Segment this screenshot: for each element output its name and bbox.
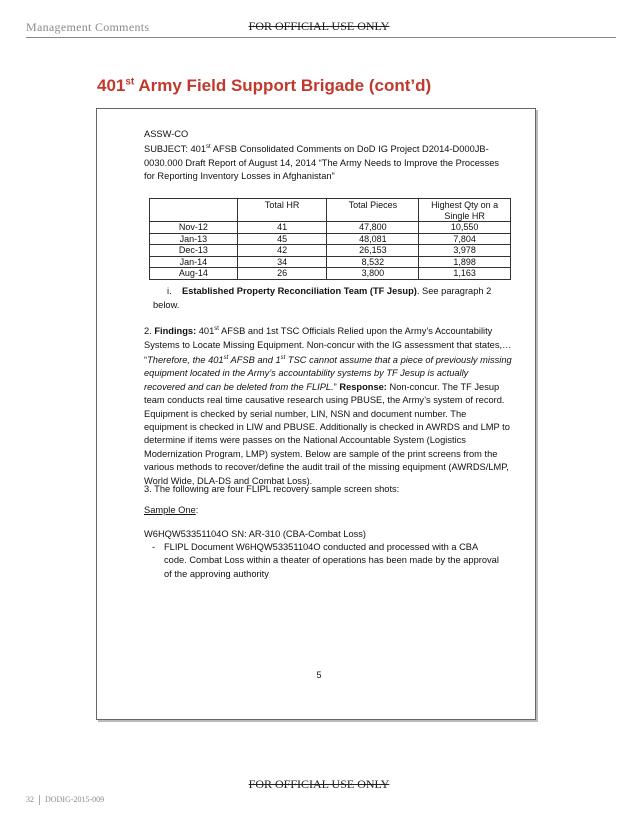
table-cell: Jan-13 (150, 233, 238, 245)
title-rest: Army Field Support Brigade (cont’d) (134, 76, 432, 95)
table-cell: 10,550 (419, 222, 511, 234)
table-row (150, 268, 511, 280)
item-i-tail: . See paragraph 2 below. (153, 286, 492, 310)
para2-text-1: 401 (196, 326, 215, 337)
table-header-cell: Highest Qty on a Single HR (419, 199, 511, 222)
inventory-table (149, 198, 511, 280)
bullet-dash: - (152, 542, 156, 552)
table-cell: 41 (237, 222, 327, 234)
section-label: Management Comments (26, 20, 150, 34)
footer-report-id: DODIG-2015-009 (45, 795, 105, 804)
table-cell: 26 (237, 268, 327, 280)
para2-quote-sup-2: st (280, 354, 286, 361)
findings-paragraph (144, 323, 512, 488)
memo-office: ASSW-CO (144, 129, 189, 139)
memo-subject-sup: st (206, 144, 211, 151)
table-cell: 8,532 (327, 256, 419, 268)
table-cell: 26,153 (327, 245, 419, 257)
memo-subject-a: SUBJECT: 401 (144, 144, 207, 155)
memo-subject (144, 141, 512, 183)
sample-one-colon: : (195, 505, 199, 515)
table-cell: 45 (237, 233, 327, 245)
table-cell: Nov-12 (150, 222, 238, 234)
footer-separator (39, 795, 40, 805)
table-row (150, 256, 511, 268)
table-cell: 1,163 (419, 268, 511, 280)
memo-subject-b: AFSB Consolidated Comments on DoD IG Project D2014-D000JB-0030.000 Draft Report of August 14, 2014 “The Army Needs to Improve the Processes for Reporting Inventory Losses in Afghanistan” (144, 144, 500, 182)
title-sup: st (125, 76, 135, 88)
classification-bottom: FOR OFFICIAL USE ONLY (248, 777, 390, 791)
page-footer (26, 795, 104, 805)
findings-label: Findings: (154, 326, 197, 337)
memo-page-number: 5 (316, 670, 322, 680)
table-cell: 47,800 (327, 222, 419, 234)
table-header-cell (150, 199, 238, 222)
para2-text-4: Non-concur. The TF Jesup team conducts real time causative research using PBUSE, the Army’s system of record. Equipment is checked by serial number, LIN, NSN and document number. The equipment is checked in LIW and PBUSE. Additionally is checked in AWRDS and LMP to determine if items were passes on the National Accountable System (Logistics Modernization Program, LMP) system. Below are sample of the print screens from the various methods to recover/define the audit trail of the missing equipment (AWRDS/LMP, World Wide, DLA-DS and Combat Loss). (144, 381, 510, 486)
para2-quote-2: AFSB and 1 (228, 355, 281, 365)
table-cell: 1,898 (419, 256, 511, 268)
para2-label: 2. (144, 326, 155, 337)
footer-page-number: 32 (26, 795, 34, 804)
response-label: Response: (339, 381, 387, 392)
sample-one-heading (144, 504, 512, 517)
para2-quote-3: TSC cannot assume that a piece of previously missing equipment located in the Army’s accountability systems by TF Jesup is actually recovered and can be deleted from the FLIPL. (144, 355, 512, 392)
title-prefix: 401 (97, 76, 126, 95)
paragraph-3: 3. The following are four FLIPL recovery sample screen shots: (144, 484, 400, 494)
table-cell: Aug-14 (150, 268, 238, 280)
table-header-row (150, 199, 511, 222)
table-cell: 42 (237, 245, 327, 257)
header-rule (26, 37, 616, 38)
bullet-item (152, 541, 502, 581)
table-cell: Dec-13 (150, 245, 238, 257)
table-row (150, 222, 511, 234)
memo-header (144, 128, 512, 184)
table-cell: 3,800 (327, 268, 419, 280)
para2-quote-sup-1: st (223, 354, 229, 361)
para2-quote-1: Therefore, the 401 (147, 355, 224, 365)
para2-text-3: ” (333, 381, 340, 392)
table-row (150, 245, 511, 257)
table-header-cell: Total HR (237, 199, 327, 222)
table-cell: 48,081 (327, 233, 419, 245)
table-header-cell: Total Pieces (327, 199, 419, 222)
sample-one-label: Sample One (144, 505, 196, 515)
table-row (150, 233, 511, 245)
table-cell: 7,804 (419, 233, 511, 245)
classification-top: FOR OFFICIAL USE ONLY (248, 19, 390, 33)
table-cell: Jan-14 (150, 256, 238, 268)
table-cell: 3,978 (419, 245, 511, 257)
item-i-paragraph (153, 284, 503, 312)
item-i-heading: Established Property Reconciliation Team (TF Jesup) (182, 286, 417, 296)
sample-one-line: W6HQW53351104O SN: AR-310 (CBA-Combat Loss) (144, 529, 367, 539)
para2-sup-1: st (214, 326, 219, 332)
bullet-text: FLIPL Document W6HQW53351104O conducted and processed with a CBA code. Combat Loss within a theater of operations has been made by the approval of the approving authority (164, 542, 499, 579)
page-title (97, 76, 431, 96)
item-i-number: i. (167, 286, 172, 296)
para2-text-2: AFSB and 1st TSC Officials Relied upon the Army’s Accountability Systems to Locate Missing Equipment. Non-concur with the IG assessment that states,… “ (144, 326, 512, 365)
table-cell: 34 (237, 256, 327, 268)
